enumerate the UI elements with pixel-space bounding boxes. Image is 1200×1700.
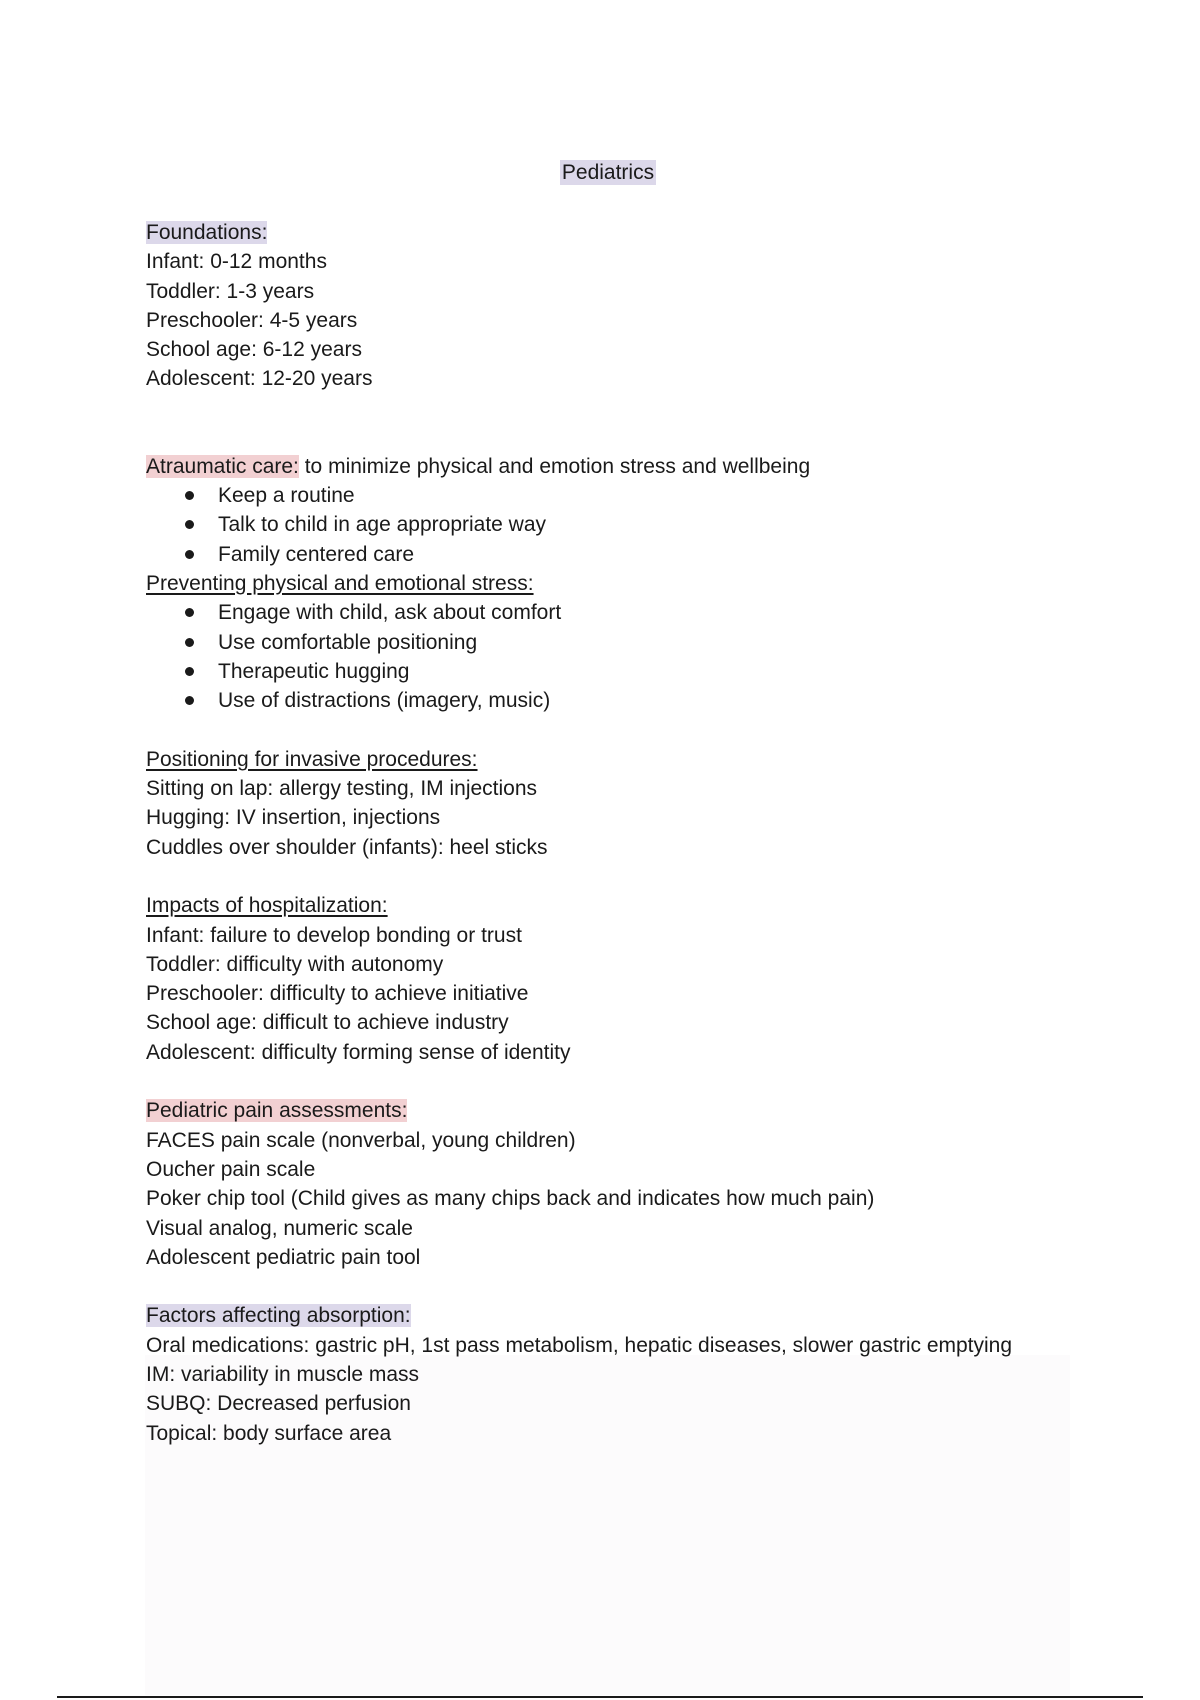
list-item: Therapeutic hugging: [146, 657, 1146, 686]
pain-line: Adolescent pediatric pain tool: [146, 1245, 421, 1269]
impacts-line: School age: difficult to achieve industry: [146, 1011, 509, 1035]
preventing-heading: Preventing physical and emotional stress:: [146, 571, 534, 595]
page-bottom-rule: [57, 1696, 1143, 1698]
foundations-line: School age: 6-12 years: [146, 338, 362, 362]
pain-line: FACES pain scale (nonverbal, young children): [146, 1128, 576, 1152]
positioning-line: Hugging: IV insertion, injections: [146, 806, 441, 830]
list-item: Family centered care: [146, 540, 1146, 569]
impacts-line: Preschooler: difficulty to achieve initiative: [146, 982, 529, 1006]
list-item: Use of distractions (imagery, music): [146, 686, 1146, 715]
bullet-icon: [185, 667, 194, 676]
preventing-bullet-list: [146, 598, 1146, 715]
title-row: [0, 159, 1200, 187]
foundations-line: Adolescent: 12-20 years: [146, 367, 373, 391]
atraumatic-description: to minimize physical and emotion stress and wellbeing: [298, 454, 811, 478]
atraumatic-heading: Atraumatic care:: [146, 454, 299, 478]
list-item: Engage with child, ask about comfort: [146, 598, 1146, 627]
absorption-heading: Factors affecting absorption:: [146, 1304, 411, 1328]
bullet-icon: [185, 638, 194, 647]
bullet-icon: [185, 520, 194, 529]
positioning-heading: Positioning for invasive procedures:: [146, 747, 478, 771]
foundations-line: Toddler: 1-3 years: [146, 279, 315, 303]
section-positioning: [146, 745, 1146, 862]
impacts-line: Toddler: difficulty with autonomy: [146, 952, 444, 976]
impacts-line: Infant: failure to develop bonding or trust: [146, 923, 522, 947]
impacts-heading: Impacts of hospitalization:: [146, 894, 388, 918]
bullet-icon: [185, 550, 194, 559]
atraumatic-bullet-list: [146, 481, 1146, 569]
absorption-line: Topical: body surface area: [146, 1421, 392, 1445]
page-title: Pediatrics: [561, 161, 655, 184]
positioning-line: Sitting on lap: allergy testing, IM injections: [146, 777, 538, 801]
absorption-line: IM: variability in muscle mass: [146, 1362, 420, 1386]
foundations-line: Preschooler: 4-5 years: [146, 308, 358, 332]
section-foundations: [146, 218, 1146, 394]
bullet-icon: [185, 608, 194, 617]
pain-line: Poker chip tool (Child gives as many chips back and indicates how much pain): [146, 1187, 875, 1211]
section-impacts: [146, 891, 1146, 1067]
notes-body: [146, 218, 1146, 1448]
pain-heading: Pediatric pain assessments:: [146, 1099, 408, 1123]
section-pain-assessments: [146, 1096, 1146, 1272]
pain-line: Oucher pain scale: [146, 1157, 316, 1181]
section-preventing-stress: [146, 569, 1146, 715]
section-absorption: [146, 1301, 1146, 1447]
bullet-icon: [185, 491, 194, 500]
positioning-line: Cuddles over shoulder (infants): heel sticks: [146, 835, 548, 859]
absorption-line: SUBQ: Decreased perfusion: [146, 1392, 411, 1416]
pain-line: Visual analog, numeric scale: [146, 1216, 413, 1240]
bullet-icon: [185, 696, 194, 705]
section-atraumatic-care: [146, 452, 1146, 569]
list-item: Use comfortable positioning: [146, 628, 1146, 657]
absorption-line: Oral medications: gastric pH, 1st pass metabolism, hepatic diseases, slower gastric emptying: [146, 1333, 1013, 1357]
foundations-heading: Foundations:: [146, 221, 268, 244]
foundations-line: Infant: 0-12 months: [146, 250, 327, 274]
list-item: Talk to child in age appropriate way: [146, 510, 1146, 539]
impacts-line: Adolescent: difficulty forming sense of identity: [146, 1040, 571, 1064]
list-item: Keep a routine: [146, 481, 1146, 510]
